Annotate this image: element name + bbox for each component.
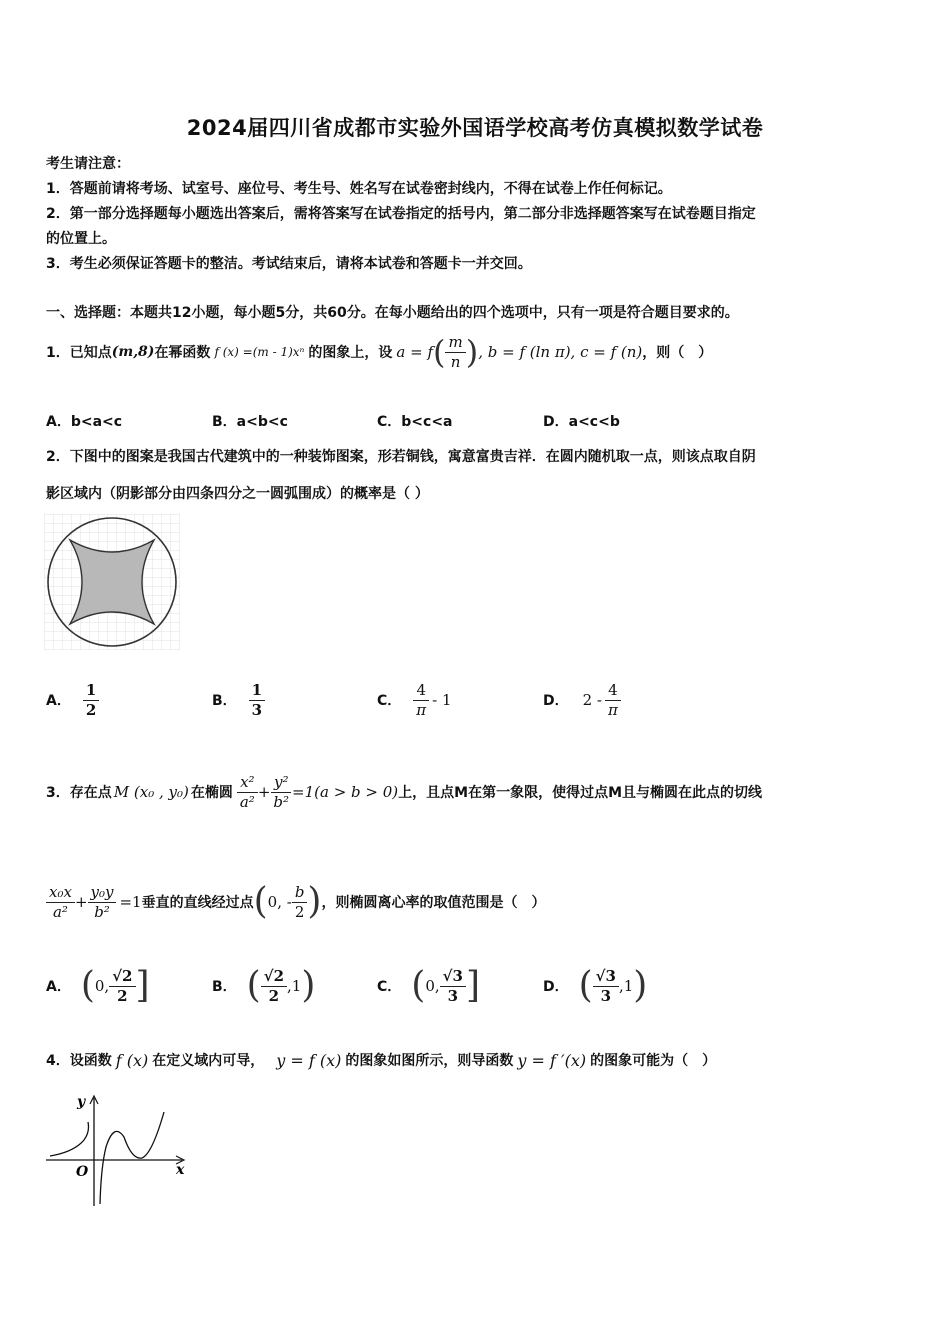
question-4 bbox=[46, 1040, 716, 1080]
q1-a-def: a = f bbox=[396, 343, 433, 361]
q1-paren-left: ( bbox=[433, 333, 446, 371]
q3-option-a-label: A． bbox=[46, 979, 71, 995]
notice-item-2-cont: 的位置上。 bbox=[46, 231, 116, 247]
q2-c-num: 4 bbox=[416, 680, 426, 699]
q4-f1: f (x) bbox=[115, 1050, 149, 1070]
q3-pt-num: b bbox=[292, 883, 308, 903]
q2-option-d-frac bbox=[605, 681, 621, 720]
q2-c-den: π bbox=[413, 700, 429, 720]
q3-b-tail: ,1 bbox=[287, 977, 302, 995]
q2-option-a-frac bbox=[83, 681, 99, 720]
section-heading: 一、选择题：本题共12小题，每小题5分，共60分。在每小题给出的四个选项中，只有一项是符合题目要求的。 bbox=[46, 305, 739, 321]
left-branch bbox=[50, 1122, 89, 1156]
q3-t-num1: x₀x bbox=[46, 883, 75, 903]
q3-option-b-label: B． bbox=[212, 979, 237, 995]
q3-c-num: √3 bbox=[440, 967, 466, 987]
q1-bc-def: , b = f (ln π), c = f (n) bbox=[478, 343, 643, 361]
q2-option-b[interactable] bbox=[212, 676, 265, 724]
q3-a-head: 0, bbox=[94, 977, 110, 995]
q4-f3: y = f ′(x) bbox=[517, 1050, 587, 1070]
q4-mid2: 的图象如图所示，则导函数 bbox=[345, 1053, 514, 1069]
q4-suffix: 的图象可能为（ ） bbox=[590, 1053, 717, 1069]
q3-c-den: 3 bbox=[447, 986, 458, 1005]
q3-pt-head: 0, - bbox=[267, 893, 292, 911]
q3-pt-frac bbox=[292, 883, 308, 922]
q2-option-c-label: C． bbox=[377, 693, 402, 709]
function-graph-figure bbox=[44, 1092, 194, 1212]
q1-prefix: 1．已知点 bbox=[46, 345, 112, 361]
y-axis-label: y bbox=[77, 1094, 86, 1110]
q3-e-num2: y² bbox=[271, 773, 292, 793]
q1-paren-right: ) bbox=[465, 333, 479, 371]
q1-option-d[interactable]: D．a<c<b bbox=[543, 414, 620, 430]
q3-t-den1: a² bbox=[52, 902, 68, 921]
right-branch bbox=[100, 1112, 164, 1204]
q1-suffix: ，则（ ） bbox=[642, 345, 713, 361]
q3-pt-paren-right: ) bbox=[307, 881, 322, 922]
notice-item-1: 1．答题前请将考场、试室号、座位号、考生号、姓名写在试卷密封线内，不得在试卷上作任何标记。 bbox=[46, 181, 672, 197]
q4-f2: y = f (x) bbox=[276, 1050, 342, 1070]
q3-c-head: 0, bbox=[425, 977, 440, 995]
q3-option-c[interactable]: C． ( 0, $\frac{√3}{3}$ ] bbox=[377, 965, 480, 1006]
q2-d-head: 2 - bbox=[582, 691, 603, 709]
coin-pattern-figure bbox=[44, 514, 180, 650]
q3-t-num2: y₀y bbox=[88, 883, 117, 903]
q3-option-d-label: D． bbox=[543, 979, 569, 995]
q3-pt-paren-left: ( bbox=[253, 881, 268, 922]
q1-func: f (x) =(m - 1)xⁿ bbox=[214, 345, 305, 359]
q1-option-c[interactable]: C．b<c<a bbox=[377, 414, 453, 430]
q1-mid: 在幂函数 bbox=[154, 345, 211, 361]
q2-b-den: 3 bbox=[249, 700, 265, 720]
q2-option-b-frac bbox=[249, 681, 265, 720]
q3-e-den2: b² bbox=[273, 792, 290, 811]
origin-label: O bbox=[76, 1164, 89, 1180]
q3-point: M (x₀ , y₀) bbox=[113, 783, 189, 801]
q2-a-den: 2 bbox=[83, 700, 99, 720]
q3-tangent-term-2 bbox=[88, 883, 117, 922]
q1-frac-num: m bbox=[445, 333, 465, 353]
q3-a-frac bbox=[109, 967, 135, 1006]
q2-option-d[interactable] bbox=[543, 676, 621, 724]
q2-d-num: 4 bbox=[608, 680, 618, 699]
q3-suffix: ，则椭圆离心率的取值范围是（ ） bbox=[321, 895, 546, 911]
q3-mid: 在椭圆 bbox=[190, 785, 233, 801]
q3-b-den: 2 bbox=[268, 986, 280, 1005]
q2-option-c-frac bbox=[413, 681, 429, 720]
q3-c-frac bbox=[440, 967, 466, 1006]
q2-a-num: 1 bbox=[85, 680, 97, 699]
q4-mid: 在定义域内可导， bbox=[152, 1053, 265, 1069]
question-3-line-1 bbox=[46, 762, 762, 822]
page-title: 2024届四川省成都市实验外国语学校高考仿真模拟数学试卷 bbox=[186, 116, 764, 140]
q3-b-num: √2 bbox=[261, 967, 287, 987]
q2-option-a-label: A． bbox=[46, 693, 71, 709]
q3-a-den: 2 bbox=[117, 986, 128, 1005]
q3-tangent-term-1 bbox=[46, 883, 75, 922]
question-1 bbox=[46, 330, 712, 374]
notice-item-2: 2．第一部分选择题每小题选出答案后，需将答案写在试卷指定的括号内，第二部分非选择题答案写在试卷题目指定 bbox=[46, 206, 756, 222]
q2-c-tail: - 1 bbox=[432, 691, 452, 709]
q3-e-tail: =1(a > b > 0) bbox=[292, 783, 399, 801]
notice-heading: 考生请注意： bbox=[46, 156, 130, 172]
q1-m-over-n bbox=[445, 333, 465, 372]
q3-tail: 上，且点M在第一象限，使得过点M且与椭圆在此点的切线 bbox=[398, 785, 763, 801]
q3-e-den1: a² bbox=[239, 792, 255, 811]
q2-option-d-label: D． bbox=[543, 693, 569, 709]
q3-d-tail: ,1 bbox=[618, 977, 634, 995]
q3-e-num1: x² bbox=[237, 773, 257, 793]
q1-option-b[interactable]: B．a<b<c bbox=[212, 414, 288, 430]
q3-mid2: 垂直的直线经过点 bbox=[141, 895, 254, 911]
q3-option-a[interactable]: A． ( 0, $\frac{√2}{2}$ ] bbox=[46, 965, 150, 1006]
shaded-region bbox=[70, 540, 154, 624]
q3-ellipse-term-1 bbox=[237, 773, 258, 812]
q3-d-den: 3 bbox=[600, 986, 612, 1005]
q1-point: (m,8) bbox=[111, 344, 155, 360]
q2-option-b-label: B． bbox=[212, 693, 237, 709]
q3-d-frac bbox=[593, 967, 619, 1006]
q1-frac-den: n bbox=[450, 352, 461, 371]
q3-e-plus: + bbox=[257, 783, 271, 801]
q3-t-den2: b² bbox=[94, 902, 110, 921]
q4-prefix: 4．设函数 bbox=[46, 1053, 112, 1069]
q2-d-den: π bbox=[605, 700, 621, 720]
question-3-line-2: $\frac{\text{x₀x}}{\text{a²}}$ + $\frac{\text{y₀y}}{\text{b²}}$ =1 垂直的直线经过点 ( 0, - $\frac{b}{2}$ ) ，则椭圆离心率的取值范围是（ ） bbox=[46, 872, 545, 932]
q2-option-c[interactable] bbox=[377, 676, 452, 724]
q2-option-a[interactable] bbox=[46, 676, 99, 724]
q2-line-2: 影区域内（阴影部分由四条四分之一圆弧围成）的概率是（ ） bbox=[46, 486, 429, 502]
q3-prefix: 3．存在点 bbox=[46, 785, 112, 801]
q3-pt-den: 2 bbox=[294, 902, 305, 921]
notice-item-3: 3．考生必须保证答题卡的整洁。考试结束后，请将本试卷和答题卡一并交回。 bbox=[46, 256, 532, 272]
q3-t-tail: =1 bbox=[119, 893, 142, 911]
q3-a-num: √2 bbox=[109, 967, 135, 987]
q1-mid2: 的图象上，设 bbox=[308, 345, 393, 361]
q3-option-d[interactable]: D． ( $\frac{√3}{3}$ ,1 ) bbox=[543, 965, 648, 1006]
q3-option-c-label: C． bbox=[377, 979, 402, 995]
q2-line-1: 2．下图中的图案是我国古代建筑中的一种装饰图案，形若铜钱，寓意富贵吉祥．在圆内随机取一点，则该点取自阴 bbox=[46, 449, 756, 465]
q3-d-num: √3 bbox=[593, 967, 619, 987]
q3-b-frac bbox=[261, 967, 287, 1006]
x-axis-label: x bbox=[176, 1162, 185, 1178]
q3-option-b[interactable]: B． ( $\frac{√2}{2}$ ,1 ) bbox=[212, 965, 316, 1006]
q2-b-num: 1 bbox=[251, 680, 263, 699]
q3-ellipse-term-2 bbox=[270, 773, 292, 812]
q1-option-a[interactable]: A．b<a<c bbox=[46, 414, 123, 430]
